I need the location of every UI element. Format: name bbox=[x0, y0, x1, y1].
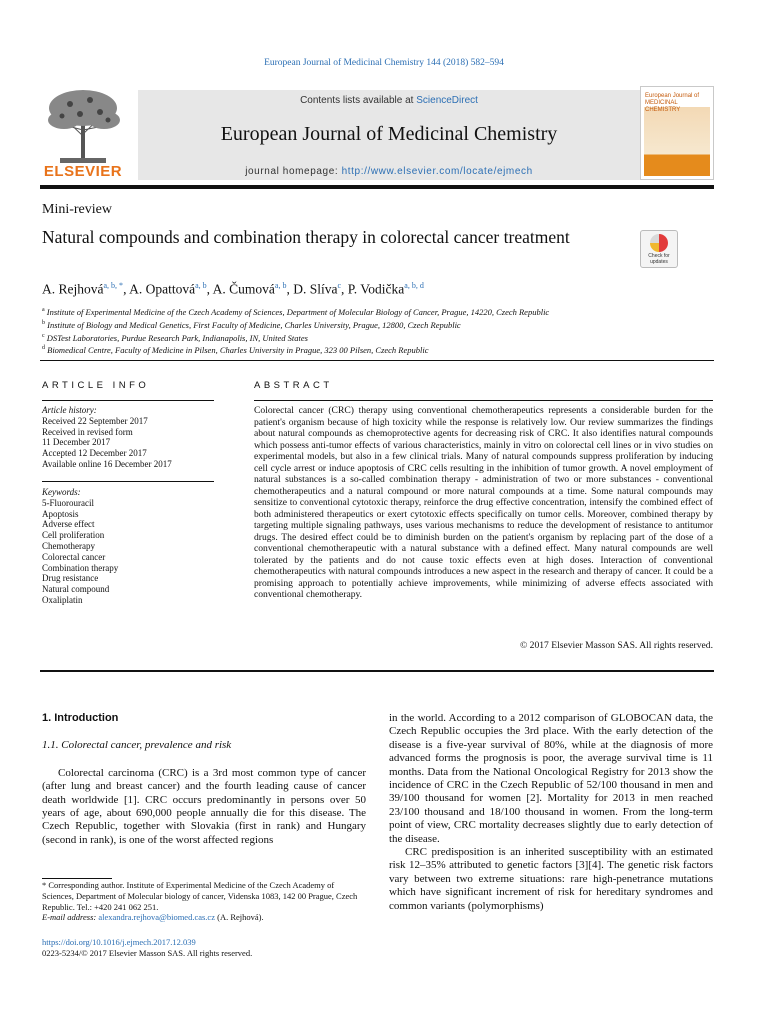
affiliation-marker: c bbox=[42, 332, 45, 339]
affiliation-marker: a bbox=[42, 307, 45, 313]
homepage-line bbox=[138, 166, 640, 177]
history-item: Accepted 12 December 2017 bbox=[42, 448, 147, 459]
email-label: E-mail address: bbox=[42, 912, 99, 923]
keywords-label: Keywords: bbox=[42, 487, 81, 497]
abstract-rule bbox=[254, 400, 713, 401]
affiliation-list bbox=[42, 305, 722, 356]
homepage-link[interactable]: http://www.elsevier.com/locate/ejmech bbox=[341, 166, 533, 177]
elsevier-logo bbox=[40, 86, 126, 180]
homepage-prefix: journal homepage: bbox=[245, 166, 342, 177]
author[interactable]: P. Vodička bbox=[347, 281, 405, 297]
contents-line bbox=[138, 95, 640, 106]
footnote bbox=[42, 880, 366, 923]
check-updates-label: Check for updates bbox=[648, 253, 670, 265]
author[interactable]: A. Opattová bbox=[129, 281, 196, 297]
journal-citation[interactable]: European Journal of Medicinal Chemistry 144 (2018) 582–594 bbox=[264, 58, 504, 68]
tree-icon bbox=[40, 86, 126, 164]
doi-block bbox=[42, 937, 252, 959]
keyword: Cell proliferation bbox=[42, 530, 105, 541]
keyword: Natural compound bbox=[42, 584, 110, 595]
affiliation-text: Biomedical Centre, Faculty of Medicine in Pilsen, Charles University in Prague, 323 00 Pilsen, Czech Republic bbox=[47, 345, 429, 356]
check-updates-icon bbox=[650, 234, 668, 252]
keyword: 5-Fluorouracil bbox=[42, 497, 94, 508]
journal-header bbox=[40, 86, 714, 182]
affiliation-marker: b bbox=[42, 319, 45, 326]
journal-banner bbox=[138, 90, 640, 180]
article-info-rule bbox=[42, 400, 214, 401]
affiliation bbox=[42, 318, 722, 331]
author-affiliation-marker[interactable]: a, b, * bbox=[103, 281, 124, 290]
keyword: Drug resistance bbox=[42, 573, 99, 584]
affiliation-text: DSTest Laboratories, Purdue Research Park, Indianapolis, IN, United States bbox=[46, 332, 308, 343]
keywords-list bbox=[42, 487, 214, 606]
email-line bbox=[42, 912, 366, 923]
author-affiliation-marker[interactable]: a, b bbox=[195, 281, 207, 290]
check-for-updates-badge[interactable] bbox=[640, 230, 678, 268]
doi-link[interactable]: https://doi.org/10.1016/j.ejmech.2017.12.039 bbox=[42, 937, 196, 947]
keyword: Chemotherapy bbox=[42, 540, 95, 551]
article-history bbox=[42, 405, 214, 470]
keywords-rule bbox=[42, 481, 214, 482]
keyword: Colorectal cancer bbox=[42, 551, 106, 562]
section-divider bbox=[40, 360, 714, 361]
article-title: Natural compounds and combination therapy in colorectal cancer treatment bbox=[42, 227, 570, 247]
abstract-copyright: © 2017 Elsevier Masson SAS. All rights reserved. bbox=[519, 640, 713, 651]
corresponding-author-note: * Corresponding author. Institute of Experimental Medicine of the Czech Academy of Sciences, Department of Molecular biology of cancer, Videnska 1083, 142 00 Prague, Czech Republic. Tel.: +420 241 062 251. bbox=[42, 880, 358, 912]
history-item: 11 December 2017 bbox=[42, 437, 111, 448]
affiliation-marker: d bbox=[42, 345, 45, 352]
history-label: Article history: bbox=[42, 405, 97, 415]
affiliation-text: Institute of Experimental Medicine of the Czech Academy of Sciences, Department of Molecular Biology of Cancer, Prague, 14220, Czech Republic bbox=[46, 306, 550, 317]
author-separator: , bbox=[123, 281, 130, 297]
author-affiliation-marker[interactable]: c bbox=[337, 281, 342, 290]
journal-cover-thumbnail[interactable] bbox=[640, 86, 714, 180]
author-separator: , bbox=[286, 281, 294, 297]
body-column-left bbox=[42, 712, 366, 847]
cover-title: European Journal of MEDICINAL CHEMISTRY bbox=[645, 93, 700, 113]
abstract-text: Colorectal cancer (CRC) therapy using conventional chemotherapeutics represents a considerable burden for the patient's organism because of high toxicity while the response is relatively low. Our review summarizes the findings about natural compounds as chemoprotective agents for decreasing risk of CRC. It also identifies natural compounds which possess anti-tumor effects of various characteristics, mainly in vitro on colorectal cell lines or in vivo studies on experimental models, but also in a few clinical trials. Many of natural compounds suppress proliferation by inducing cell cycle arrest or induce apoptosis of CRC cells resulting in the inhibition of tumor growth. A novel employment of natural substances is a so-called combination therapy - administration of two or more substances - conventional chemotherapeutics and a natural compound or more natural compounds at a time. Some natural compounds may sensitize to conventional cytotoxic therapy, reinforce the drug effective concentration, intensify the combined effect of both administered therapeutics or exert cytotoxic effects specifically on tumor cells. Moreover, combined therapy by targeting multiple signaling pathways, uses various mechanisms to reduce the development of resistance to antitumor drugs. The desired effect could be to diminish burden on the patient's organism by replacing part of the dose of a conventional chemotherapeutic with a natural substance with a defined effect. Many natural compounds are well tolerated by the patients and do not cause toxic effects even at high doses. Interaction of conventional chemotherapeutics with natural compounds introduces a new aspect in the research and therapy of cancer. It could be a promising approach to potentially achieve improvements, while minimizing of adverse effects associated with conventional chemotherapy. bbox=[254, 405, 713, 600]
email-link[interactable]: alexandra.rejhova@biomed.cas.cz bbox=[98, 912, 215, 923]
keyword: Apoptosis bbox=[42, 508, 79, 519]
author-separator: , bbox=[341, 281, 348, 297]
author[interactable]: D. Slíva bbox=[293, 281, 338, 297]
header-rule bbox=[40, 185, 714, 189]
author-affiliation-marker[interactable]: a, b, d bbox=[404, 281, 424, 290]
history-item: Received in revised form bbox=[42, 426, 133, 437]
keyword: Oxaliplatin bbox=[42, 594, 83, 605]
affiliation bbox=[42, 331, 722, 344]
article-info-heading: ARTICLE INFO bbox=[42, 380, 150, 391]
journal-title: European Journal of Medicinal Chemistry bbox=[220, 123, 558, 145]
affiliation bbox=[42, 343, 722, 356]
history-item: Received 22 September 2017 bbox=[42, 415, 148, 426]
affiliation-text: Institute of Biology and Medical Genetics, First Faculty of Medicine, Charles University, Prague, 12800, Czech Republic bbox=[47, 319, 461, 330]
body-column-right bbox=[389, 712, 713, 913]
author[interactable]: A. Rejhová bbox=[42, 281, 104, 297]
author-list bbox=[42, 281, 424, 298]
body-paragraph: CRC predisposition is an inherited susceptibility with an estimated risk 12–35% attributed to genetic factors [3][4]. The genetic risk factors vary between two extreme situations: rare high-penetrance mutations which have significant increment of risk for hereditary syndromes and common variants (polymorphisms) bbox=[389, 846, 713, 912]
abstract-bottom-rule bbox=[40, 670, 714, 672]
section-heading: 1. Introduction bbox=[42, 712, 119, 724]
affiliation bbox=[42, 305, 722, 318]
author-separator: , bbox=[206, 281, 213, 297]
article-type: Mini-review bbox=[42, 202, 112, 217]
logo-wordmark: ELSEVIER bbox=[43, 163, 123, 180]
keyword: Adverse effect bbox=[42, 519, 95, 530]
body-paragraph: in the world. According to a 2012 comparison of GLOBOCAN data, the Czech Republic occupies the 3rd place. With the early detection of the disease is a five-year survival of 80%, while at the diagnosis of more advanced forms the prognosis is poor, the average survival time is 11 months. Data from the National Oncological Registry for 2013 show the incidence of CRC in the Czech Republic of 52/100 thousand in men and 39/100 thousand for women [2]. Mortality for 2013 in men reached 23/100 thousand and 18/100 thousand in women. From the long-term point of view, CRC mortality decreases slightly due to early detection of the disease. bbox=[389, 712, 713, 845]
abstract-heading: ABSTRACT bbox=[254, 380, 333, 391]
body-paragraph: Colorectal carcinoma (CRC) is a 3rd most common type of cancer (after lung and breast cancer) and the fourth leading cause of cancer death worldwide [1]. CRC occurs predominantly in persons over 50 years of age, about 690,000 people annually die for this disease. The Czech Republic, together with Slovakia (first in rank) and Hungary (second in rank), is one of the worst affected regions bbox=[42, 766, 366, 846]
subsection-heading: 1.1. Colorectal cancer, prevalence and risk bbox=[42, 739, 232, 752]
contents-prefix: Contents lists available at bbox=[300, 95, 417, 106]
history-item: Available online 16 December 2017 bbox=[42, 458, 172, 469]
footnote-rule bbox=[42, 878, 112, 879]
author[interactable]: A. Čumová bbox=[212, 281, 275, 297]
email-suffix: (A. Rejhová). bbox=[214, 912, 264, 923]
keyword: Combination therapy bbox=[42, 562, 119, 573]
issn-line: 0223-5234/© 2017 Elsevier Masson SAS. All rights reserved. bbox=[42, 948, 253, 958]
author-affiliation-marker[interactable]: a, b bbox=[274, 281, 287, 290]
sciencedirect-link[interactable]: ScienceDirect bbox=[416, 95, 478, 106]
